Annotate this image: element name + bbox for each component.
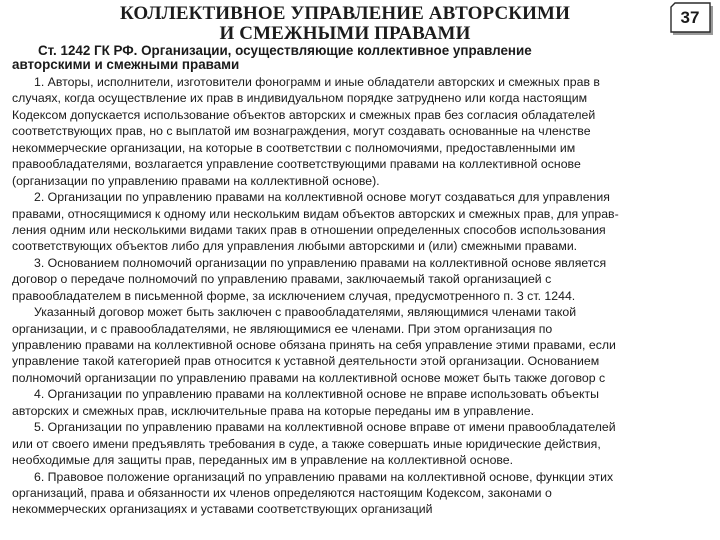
article-body-line: организаций, права и обязанности их членов определяются настоящим Кодексом, законами о	[12, 485, 552, 500]
article-body-line: правами, относящимися к одному или нескольким видам объектов авторских и смежных прав, для управ-	[12, 206, 619, 221]
article-body-line: 2. Организации по управлению правами на коллективной основе могут создаваться для управления	[34, 190, 610, 205]
article-body-line: некоммерческие организации, на которые в соответствии с полномочиями, предоставленными им	[12, 140, 576, 155]
page-number-badge	[670, 2, 714, 38]
article-body-line: Указанный договор может быть заключен с правообладателями, являющимися членами такой	[34, 305, 577, 320]
article-body-line: ления одним или несколькими видами таких прав в отношении определенных способов использования	[12, 222, 606, 237]
article-heading	[12, 44, 712, 72]
article-body-line: Кодексом допускается использование объектов авторских и смежных прав без согласия обладателей	[12, 107, 596, 122]
article-body-line: договор о передаче полномочий по управлению правами, заключаемый такой организацией с	[12, 272, 552, 287]
article-body-line: (организации по управлению правами на коллективной основе).	[12, 173, 380, 188]
slide-title	[95, 4, 595, 44]
article-body-line: полномочий организации по управлению правами на коллективной основе может быть также договор с	[12, 370, 606, 385]
article-body-line: необходимые для защиты прав, переданных им в управление на коллективной основе.	[12, 453, 514, 468]
slide-title-line-1: КОЛЛЕКТИВНОЕ УПРАВЛЕНИЕ АВТОРСКИМИ	[120, 3, 570, 24]
article-body-line: 5. Организации по управлению правами на коллективной основе вправе от имени правообладателей	[34, 420, 616, 435]
article-body-line: соответствующих объектов либо для управления любыми авторскими и (или) смежными правами.	[12, 239, 578, 254]
article-body-line: организации, и с правообладателями, не являющимися ее членами. При этом организация по	[12, 321, 553, 336]
article-body-line: или от своего имени предъявлять требования в суде, а также совершать иные юридические действия,	[12, 436, 601, 451]
article-body-line: случаях, когда осуществление их прав в индивидуальном порядке затруднено или когда настоящим	[12, 91, 588, 106]
article-body-line: управлению правами на коллективной основе обязана принять на себя управление этими правами, если	[12, 338, 616, 352]
article-body-line: 3. Основанием полномочий организации по управлению правами на коллективной основе является	[34, 255, 607, 270]
article-body-line: соответствующих прав, но с выплатой им вознаграждения, могут создавать основанные на членстве	[12, 124, 591, 139]
article-body-line: 6. Правовое положение организаций по управлению правами на коллективной основе, функции этих	[34, 469, 614, 484]
article-body-line: 1. Авторы, исполнители, изготовители фонограмм и иные обладатели авторских и смежных прав в	[34, 75, 600, 89]
article-body-line: 4. Организации по управлению правами на коллективной основе не вправе использовать объекты	[34, 387, 599, 402]
article-heading-line-2: авторскими и смежными правами	[12, 57, 240, 72]
article-body	[12, 74, 712, 518]
slide-title-line-2: И СМЕЖНЫМИ ПРАВАМИ	[219, 23, 471, 44]
article-heading-line-1: Ст. 1242 ГК РФ. Организации, осуществляющие коллективное управление	[38, 43, 532, 58]
article-body-line: некоммерческих организациях и уставами соответствующих организаций	[12, 502, 433, 517]
article-body-line: авторских и смежных прав, исключительные права на которые переданы им в управление.	[12, 403, 534, 418]
article-body-line: правообладателями, возлагается управление соответствующими правами на коллективной основе	[12, 157, 581, 172]
page-number: 37	[680, 8, 700, 27]
article-body-line: управление такой категорией прав относится к уставной деятельности этой организации. Основанием	[12, 354, 600, 369]
article-body-line: правообладателем в письменной форме, за исключением случая, предусмотренного п. 3 ст. 1244.	[12, 288, 576, 303]
